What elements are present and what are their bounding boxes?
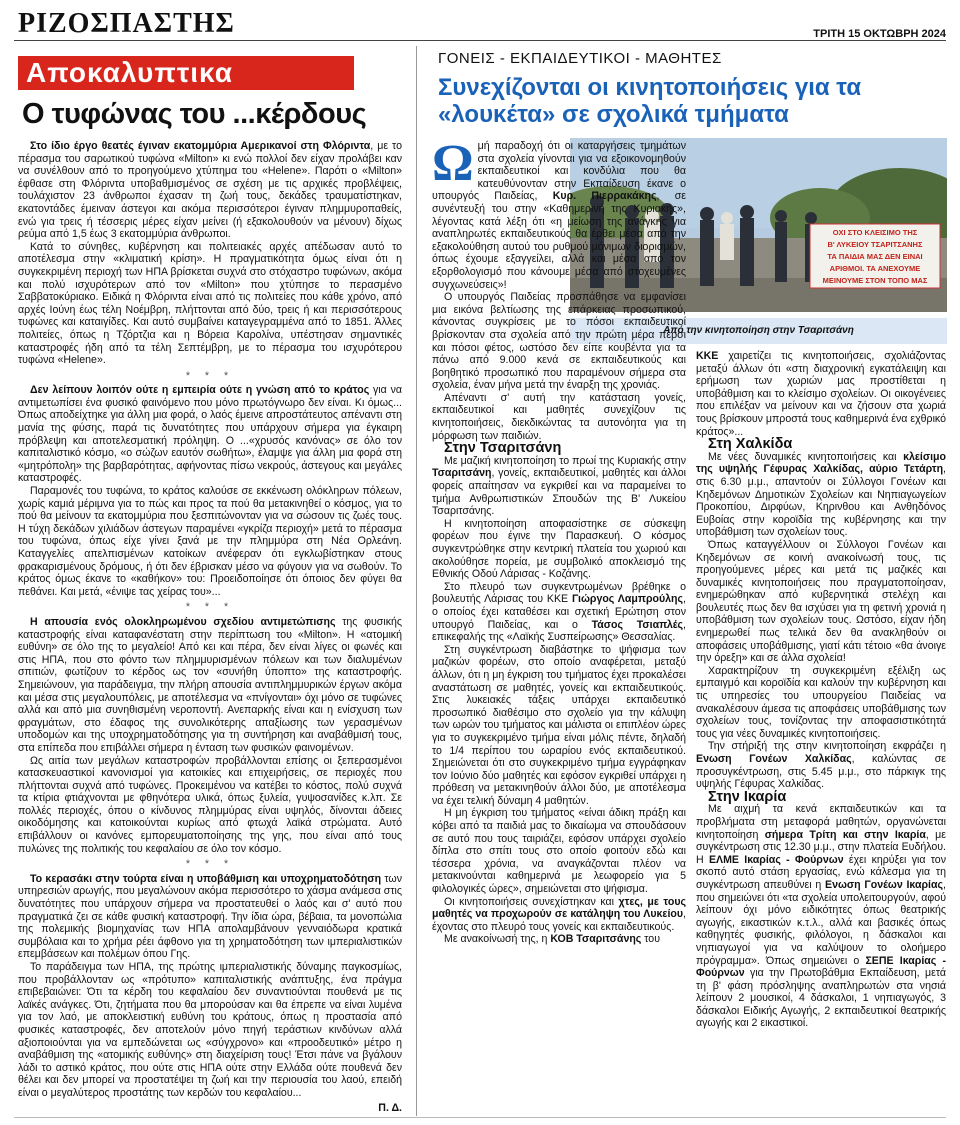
- right-article-column-1: [432, 140, 686, 1118]
- left-paragraph: Το παράδειγμα των ΗΠΑ, της πρώτης ιμπεριαλιστικής δύναμης παγκοσμίως, που προβάλλονταν ως «πρότυπο» καπιταλιστικής ανάπτυξης, ένα πράγμα επιβεβαιώνει: Ότι τα κέρδη του κεφαλαίου δεν συναντιούνται πουθενά με τις λαϊκές ανάγκες. Ότι, ζητήματα που θα μπορούσαν και θα έπρεπε να είναι λυμένα για τον λαό, με αποκλειστική ευθύνη του κράτους, όπως η προστασία από φυσικές καταστροφές, δεν αποτελούν μόνο πηγή τεράστιων κινδύνων αλλά αξιοποιούνται για να εμπεδώνεται ως «σύγχρονο» και «προοδευτικό» μέτρο η αναβάθμιση της «ατομικής ευθύνης» στη διαχείριση τους! Έτσι πάνε να βγάλουν λάδι το αστικό κράτος, που ούτε στις ΗΠΑ ούτε στην Ελλάδα ούτε πουθενά δεν θέλει και δεν μπορεί να προστατέψει τη ζωή και την περιουσία του λαού, επειδή είναι ο μεγαλύτερος προστάτης των κερδών του κεφαλαίου...: [18, 961, 402, 1099]
- left-paragraph: Παραμονές του τυφώνα, το κράτος καλούσε σε εκκένωση ολόκληρων πόλεων, χωρίς καμιά μέριμνα για το πώς και προς τα πού θα μετακινηθεί ο κόσμος, για το πού θα μείνουν τα εκατομμύρια που ξεσπιτώνονταν για να σώσουν τις ζωές τους. Η τύχη δεκάδων χιλιάδων άστεγων παραμένει «γκρίζα περιοχή» μετά το πέρασμα του τυφώνα, όπως είχε γίνει ξανά με την πλημμύρα στη Νέα Ορλεάνη. Καταγγελίες απελπισμένων κατοίκων ανέφεραν ότι εγκλωβίστηκαν στους φρακαρισμένους δρόμους, ή ότι δεν έβρισκαν μέσο να φύγουν για να σωθούν. Το κράτος όμως έκανε το «καθήκον» του: Προειδοποίησε ότι όποιος δεν φύγει θα πεθάνει. Και μετά, «ένιψε τας χείρας του»...: [18, 485, 402, 598]
- subheading-tsaritsani: Στην Τσαριτσάνη: [444, 440, 562, 457]
- section-separator: * * *: [185, 601, 235, 614]
- right-paragraph: Όπως καταγγέλλουν οι Σύλλογοι Γονέων και Κηδεμόνων σε κοινή ανακοίνωσή τους, τις προηγούμενες μέρες και μετά τις μαζικές και δυναμικές κινητοποιήσεις που πραγματοποίησαν, ενημερώθηκαν από κυβερνητικά στελέχη και βουλευτές πως δεν θα ισχύσει για τη φετινή χρονιά η υποβάθμιση των σχολείων τους. Ωστόσο, είχαν ήδη ενημερωθεί πως τελικά δεν θα ανακληθούν οι αποφάσεις υποβάθμισης, γιατί κάτι τέτοιο «θα άνοιγε την όρεξη» και σε άλλα σχολεία!: [696, 538, 946, 665]
- right-article-column-2: [696, 350, 946, 1118]
- right-paragraph: Ωμή παραδοχή ότι οι καταργήσεις τμημάτων στα σχολεία γίνονται για να εξοικονομηθούν εκπαιδευτικοί και κονδύλια που θα κατευθύνονταν στην Εκπαίδευση έκανε ο υπουργός Παιδείας, Κυρ. Πιερρακάκης, σε συνέντευξή του στην «Καθημερινή της Κυριακής», λέγοντας κατά λέξη ότι «η μείωση της ανάγκης για αναπληρωτές εκπαιδευτικούς θα έρθει μέσα από την εξακολούθηση αυτού του ρυθμού μόνιμων διορισμών, όπως έχουμε εξαγγείλει, αλλά και μέσα από τον εξορθολογισμό που κάνουμε μέσα από στοχευμένες συγχωνεύσεις»!: [432, 140, 686, 291]
- header-rule: [14, 40, 946, 41]
- right-paragraph: Ο υπουργός Παιδείας προσπάθησε να εμφανίσει μια εικόνα βελτίωσης της επάρκειας προσωπικού, κάνοντας συγκρίσεις με το πόσοι εκπαιδευτικοί βρίσκονταν στα σχολεία από την πρώτη μέρα πέρσι και πόσοι φέτος, ωστόσο δεν είπε κουβέντα για τα πάνω από 9.000 κενά σε εκπαιδευτικούς και βοηθητικό προσωπικό που παραμένουν σήμερα στα σχολεία, έναν μήνα μετά την έναρξη της χρονιάς.: [432, 291, 686, 392]
- author-signature: Π. Δ.: [378, 1101, 402, 1114]
- column-divider: [416, 46, 417, 1116]
- left-paragraph: Κατά το σύνηθες, κυβέρνηση και πολιτειακές αρχές απέδωσαν αυτό το αποτέλεσμα στην «κλιματική κρίση». Η πραγματικότητα όμως είναι ότι η συγκεκριμένη περιοχή των ΗΠΑ βρίσκεται συχνά στο στόχαστρο τυφώνων, ακόμα και πολύ ισχυρότερων από τον «Milton» που χτύπησε το περασμένο Σαββατοκύριακο. Ειδικά η Φλόριντα είναι από τις πολιτείες που κάθε χρόνο, από αρχές Ιούνη έως τέλη Νοέμβρη, πλήττονται από δύο, τρεις ή και περισσότερους τυφώνες και καταιγίδες. Και αυτό συμβαίνει καταγεγραμμένα από το 1851. Άλλες πολιτείες, όπως η Τζόρτζια και η Βόρεια Καρολίνα, υπέστησαν σημαντικές καταστροφές ήδη από τα τέλη Σεπτέμβρη, με το πέρασμα του ισχυρότερου τυφώνα «Helene».: [18, 240, 402, 367]
- drop-cap: Ω: [432, 140, 474, 192]
- right-paragraph: Με αιχμή τα κενά εκπαιδευτικών και τα προβλήματα στη μεταφορά μαθητών, οργανώνεται κινητοποίηση σήμερα Τρίτη και στην Ικαρία, με συγκέντρωση στις 12.30 μ.μ., στην πλατεία Ευδήλου. Η ΕΛΜΕ Ικαρίας - Φούρνων έχει κηρύξει για τον σκοπό αυτό στάση εργασίας, ενώ κάλεσμα για τη συγκέντρωση απευθύνει η Ενωση Γονέων Ικαρίας, που σημειώνει ότι «τα σχολεία υπολειτουργούν, αφού λείπουν όχι μόνο ειδικότητες όπως θεατρικής αγωγής, εικαστικών κ.τ.λ., αλλά και βασικές όπως καθηγητές φυσικής, φιλόλογοι, η δάσκαλοι και νηπιαγωγοί για να καλύψουν το ολοήμερο πρόγραμμα». Όπως σημειώνει ο ΣΕΠΕ Ικαρίας - Φούρνων για την Πρωτοβάθμια Εκπαίδευση, μετά τη β' φάση πρόσληψης αναπληρωτών στα νησιά λείπουν 2 μουσικοί, 4 δάσκαλοι, 1 νηπιαγωγός, 3 δάσκαλοι Ειδικής Αγωγής, 2 εκπαιδευτικοί θεατρικής αγωγής και 2 εικαστικοί.: [696, 803, 946, 1030]
- right-paragraph: Με ανακοίνωσή της, η ΚΟΒ Τσαριτσάνης του: [444, 933, 660, 946]
- right-paragraph: Απέναντι σ' αυτή την κατάσταση γονείς, εκπαιδευτικοί και μαθητές συνεχίζουν τις κινητοποιήσεις, διεκδικώντας τα αυτονόητα για τη μόρφωση των παιδιών.: [432, 391, 686, 442]
- banner-line: ΑΡΙΘΜΟΙ. ΤΑ ΑΝΕΧΟΥΜΕ: [829, 264, 921, 273]
- right-paragraph: ΚΚΕ χαιρετίζει τις κινητοποιήσεις, σχολιάζοντας μεταξύ άλλων ότι «στη διαχρονική εγκατάλειψη και ερήμωση των χωριών μας προστίθεται η υποβάθμιση και το κλείσιμο σχολείων. Οι οικογένειες που επιλέξαν να μείνουν και να ζήσουν στα χωριά τους βρίσκουν μπροστά τους καθημερινά ένα εχθρικό κράτος»...: [696, 350, 946, 438]
- section-label: ΓΟΝΕΙΣ - ΕΚΠΑΙΔΕΥΤΙΚΟΙ - ΜΑΘΗΤΕΣ: [438, 50, 722, 67]
- right-headline: Συνεχίζονται οι κινητοποιήσεις για τα «λουκέτα» σε σχολικά τμήματα: [438, 74, 862, 128]
- right-paragraph: Χαρακτηρίζουν τη συγκεκριμένη εξέλιξη ως εμπαιγμό και κοροϊδία και καλούν την κυβέρνηση και τις υπηρεσίες του υπουργείου Παιδείας να ανακαλέσουν άμεσα τις αποφάσεις υποβάθμισης των σχολείων τους, τονίζοντας την αποφασιστικότητά τους για νέες δυναμικές κινητοποιήσεις.: [696, 664, 946, 740]
- right-paragraph: Την στήριξή της στην κινητοποίηση εκφράζει η Ενωση Γονέων Χαλκίδας, καλώντας σε προσυγκέντρωση, στις 5.45 μ.μ., στο πάρκιγκ της υψηλής Γέφυρας Χαλκίδας.: [696, 740, 946, 791]
- right-paragraph: Στο πλευρό των συγκεντρωμένων βρέθηκε ο βουλευτής Λάρισας του ΚΚΕ Γιώργος Λαμπρούλης, ο οποίος έχει καταθέσει και σχετική Ερώτηση στον υπουργό Παιδείας, και ο Τάσος Τσιαπλές, επικεφαλής της «Λαϊκής Συσπείρωσης» Θεσσαλίας.: [432, 580, 686, 644]
- photo-caption: Από την κινητοποίηση στην Τσαριτσάνη: [570, 318, 947, 344]
- right-paragraph: Η μη έγκριση του τμήματος «είναι άδικη πράξη και κόβει από τα παιδιά μας το δικαίωμα να σπουδάσουν σε αυτό που τους ταιριάζει, εφόσον υπάρχει σχολείο δίπλα στο σπίτι τους στο οποίο φοιτούν εδώ και τέσσερα χρόνια, να αναγκάζονται πλέον να μετακινούνται καθημερινά με λεωφορείο για 5 φιλολογικές ώρες», σημειώνεται στο ψήφισμα.: [432, 807, 686, 896]
- banner-line: ΜΕΙΝΟΥΜΕ ΣΤΟΝ ΤΟΠΟ ΜΑΣ: [822, 276, 928, 285]
- right-paragraph: Στη συγκέντρωση διαβάστηκε το ψήφισμα των μαζικών φορέων, στο οποίο αναφέρεται, μεταξύ άλλων, ότι η μη έγκριση του τμήματος έχει προκαλέσει αναστάτωση σε μαθητές, γονείς και εκπαιδευτικούς. Στις λυκειακές τάξεις υπάρχει εκπαιδευτικό προσωπικό διαθέσιμο στο σχολείο για την κάλυψη των ωρών του τμήματος και μάλιστα οι επιπλέον ώρες για το συγκεκριμένο τμήμα είναι μόλις πέντε, δηλαδή το 1/4 περίπου του ωραρίου ενός εκπαιδευτικού. Σημειώνεται ότι στο συγκεκριμένο τμήμα εγγράφηκαν τον Ιούνιο δύο μαθητές και εφόσον εγκριθεί υπάρχει η πρόθεση να μετακινηθούν άλλοι δύο, με αποτέλεσμα να έχει τελική δύναμη 4 μαθητών.: [432, 643, 686, 807]
- subheading-chalkida: Στη Χαλκίδα: [708, 436, 793, 453]
- left-paragraph: Στο ίδιο έργο θεατές έγιναν εκατομμύρια Αμερικανοί στη Φλόριντα, με το πέρασμα του σαρωτικού τυφώνα «Milton» κι ενώ πολλοί δεν είχαν προλάβει καν να συνέλθουν από το προηγούμενο χτύπημα του «Helene». Παρότι ο «Milton» έφθασε στη Φλόριντα υποβαθμισμένος σε σχέση με τις αρχικές προβλέψεις, τουλάχιστον 23 άνθρωποι έχασαν τη ζωή τους, δεκάδες τραυματίστηκαν, εκατοντάδες έμειναν άστεγοι και ακόμα περισσότεροι έγιναν πλημμυροπαθείς, ενώ για τρεις ή τέσσερις μέρες είχαν μείνει (ή εξακολουθούν να μένουν) δίχως ρεύμα από 1,5 έως 3 εκατομμύρια άνθρωποι.: [18, 140, 402, 241]
- left-paragraph: Το κερασάκι στην τούρτα είναι η υποβάθμιση και υποχρηματοδότηση των υπηρεσιών αρωγής, που μεγαλώνουν ακόμα περισσότερο το χάσμα ανάμεσα στις δυνατότητες που υπάρχουν σήμερα να προστατευθεί ο λαός και σ' αυτό που πραγματικά ζει σε κάθε φυσική καταστροφή. Την ίδια ώρα, βέβαια, τα μονοπώλια της πολεμικής βιομηχανίας των ΗΠΑ απολαμβάνουν γενναιόδωρα κρατικά συμβόλαια και το χρήμα ρέει άφθονο για τη χρηματοδότηση των ιμπεριαλιστικών επεμβάσεων και πολέμων όπου Γης.: [18, 872, 402, 961]
- page-date: ΤΡΙΤΗ 15 ΟΚΤΩΒΡΗ 2024: [813, 28, 946, 40]
- left-headline: Ο τυφώνας του ...κέρδους: [22, 98, 367, 130]
- right-paragraph: Η κινητοποίηση αποφασίστηκε σε σύσκεψη φορέων που έγινε την Παρασκευή. Ο κόσμος συγκεντρώθηκε στην κεντρική πλατεία του χωριού και ακολούθησε πορεία, με συμβολικό αποκλεισμό της Εθνικής Οδού Λάρισας - Κοζάνης.: [432, 517, 686, 581]
- banner-line: Β' ΛΥΚΕΙΟΥ ΤΣΑΡΙΤΣΑΝΗΣ: [827, 240, 923, 249]
- banner-line: ΟΧΙ ΣΤΟ ΚΛΕΙΣΙΜΟ ΤΗΣ: [832, 228, 918, 237]
- right-paragraph: Οι κινητοποιήσεις συνεχίστηκαν και χτες, με τους μαθητές να προχωρούν σε κατάληψη του Λυκείου, έχοντας στο πλευρό τους γονείς και εκπαιδευτικούς.: [432, 895, 686, 933]
- left-article-body: [18, 140, 402, 1115]
- left-paragraph: Η απουσία ενός ολοκληρωμένου σχεδίου αντιμετώπισης της φυσικής καταστροφής είναι καταφανέστατη στην περίπτωση του «Milton». Η «ατομική ευθύνη» σε όλο της το μεγαλείο! Από κει και πέρα, δεν είναι λίγες οι φωνές και στις ΗΠΑ, που στο φόντο των πλημμυρισμένων πόλεων και των διαλυμένων σπιτιών, φωτίζουν το κέρδος ως τον «συνήθη ύποπτο» της καταστροφής. Σημειώνουν, για παράδειγμα, την πλήρη απουσία αντιπλημμυρικών έργων ακόμα και μέσα στις μεγαλουπόλεις, με αποτέλεσμα να «πνίγονται» όχι μόνο σε τυφώνες αλλά και από μια συνηθισμένη νεροποντή. Ανεπαρκής είναι και η ενίσχυση των φραγμάτων, στο έδαφος της συνολικότερης απαξίωσης των γερασμένων υποδομών και της υποχρηματοδότησης για τη συντήρηση και αναβάθμισή τους, στα επίπεδα που επιβάλλει σήμερα η ένταση των φυσικών φαινομένων.: [18, 615, 402, 754]
- left-paragraph: Δεν λείπουν λοιπόν ούτε η εμπειρία ούτε η γνώση από το κράτος για να αντιμετωπίσει ένα φυσικό φαινόμενο που μόνο πρωτόγνωρο δεν είναι. Κι όμως... Όπως αποδείχτηκε για άλλη μια φορά, ο λαός έμεινε απροστάτευτος απέναντι στη μανία της φύσης, παρά τις δυνατότητες που υπάρχουν σήμερα για έγκαιρη πρόβλεψη και αποτελεσματική πρόληψη. Ο ...«χρυσός κανόνας» σε όλο τον καπιταλιστικό κόσμο, «ο σώζων εαυτόν σωθήτω», έλαμψε για άλλη μια φορά στη «μητρόπολη» της βαρβαρότητας, αφήνοντας πίσω νεκρούς, άστεγους και μεγάλες καταστροφές.: [18, 384, 402, 485]
- section-kicker: Αποκαλυπτικα: [18, 56, 354, 90]
- banner-line: ΤΑ ΠΑΙΔΙΑ ΜΑΣ ΔΕΝ ΕΙΝΑΙ: [827, 252, 923, 261]
- left-paragraph: Ως αιτία των μεγάλων καταστροφών προβάλλονται επίσης οι ξεπερασμένοι κατασκευαστικοί κανονισμοί για κατοικίες και επιχειρήσεις, σε περιοχές που πλήττονται συχνά από τυφώνες. Προκειμένου να κατέβει το κόστος, πολύ συχνά τα κτίρια φτιάχνονται με φθηνότερα υλικά, όπως ξυλεία, γυψοσανίδες κ.λπ. Σε πολλές περιοχές, όπου ο κίνδυνος πλημμύρας είναι υψηλός, δίνονται άδειες οικοδόμησης και κατοικούνται κυρίως από φτωχά λαϊκά στρώματα. Αυτό επιβάλλουν οι κανόνες εμπορευματοποίησης της γης, που είναι από τους πυλώνες της πολιτικής του κεφαλαίου σε όλο τον κόσμο.: [18, 754, 402, 855]
- subheading-ikaria: Στην Ικαρία: [708, 788, 787, 805]
- right-paragraph: Με νέες δυναμικές κινητοποιήσεις και κλείσιμο της υψηλής Γέφυρας Χαλκίδας, αύριο Τετάρτη, στις 6.30 μ.μ., απαντούν οι Σύλλογοι Γονέων και Κηδεμόνων Δημοτικών Σχολείων και Νηπιαγωγείων Προκοπίου, Διρφύων, Κηρινθου και Ανθηδόνος Ευβοίας στην κοροϊδία της κυβέρνησης και την υποβάθμιση των σχολείων τους.: [696, 450, 946, 539]
- section-separator: * * *: [185, 858, 235, 871]
- newspaper-masthead: ΡΙΖΟΣΠΑΣΤΗΣ: [18, 8, 235, 39]
- section-separator: * * *: [185, 369, 235, 382]
- right-paragraph: Με μαζική κινητοποίηση το πρωί της Κυριακής στην Τσαριτσάνη, γονείς, εκπαιδευτικοί, μαθητές και άλλοι φορείς απαίτησαν να εγκριθεί και να παραμείνει το τμήμα Ανθρωπιστικών Σπουδών της Β' Λυκείου Τσαριτσάνης.: [432, 454, 686, 518]
